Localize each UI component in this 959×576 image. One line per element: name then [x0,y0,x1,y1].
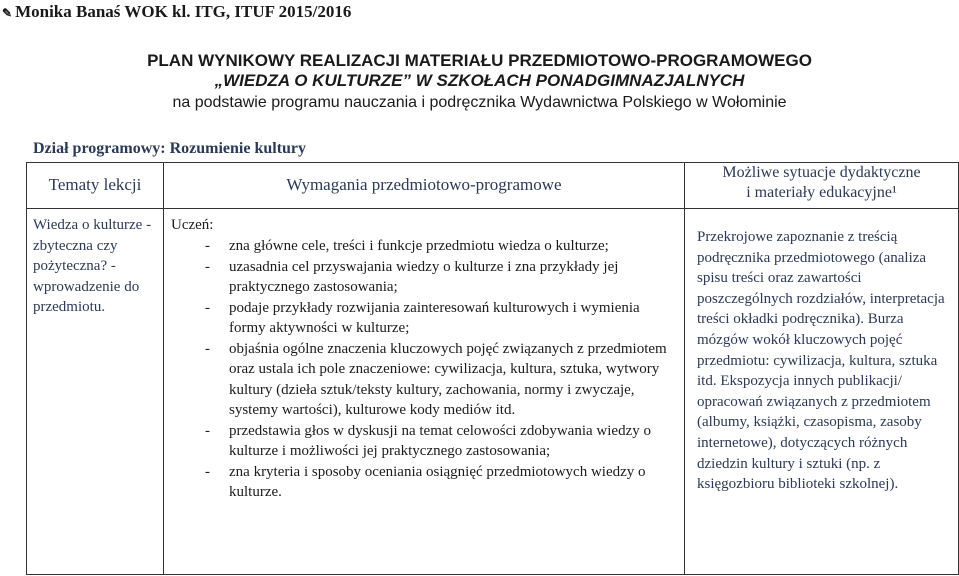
lesson-topic: Wiedza o kulturze - zbyteczna czy pożyteczna? - wprowadzenie do przedmiotu. [33,217,152,316]
requirement-item: - przedstawia głos w dyskusji na temat celowości zdobywania wiedzy o kulturze i możliwości jej praktycznego zastosowania; [205,421,675,462]
requirement-item: - podaje przykłady rozwijania zainteresowań kulturowych i wymienia formy aktywności w kulturze; [205,298,675,339]
plan-title-line1: PLAN WYNIKOWY REALIZACJI MATERIAŁU PRZEDMIOTOWO-PROGRAMOWEGO [147,51,812,70]
table-col-divider-1 [163,162,164,575]
section-title: Dział programowy: Rozumienie kultury [33,140,307,157]
table-border-top [26,162,959,163]
table-border-bottom [26,574,959,575]
requirements-list [205,236,675,503]
header-requirements: Wymagania przedmiotowo-programowe [286,175,562,194]
header-topics: Tematy lekcji [48,175,142,194]
header-situations-line2: i materiały edukacyjne¹ [746,184,897,201]
requirement-item: - zna kryteria i sposoby oceniania osiągnięć przedmiotowych wiedzy o kulturze. [205,462,675,503]
requirement-item: - zna główne cele, treści i funkcje przedmiotu wiedza o kulturze; [205,236,675,257]
pencil-icon: ✎ [2,6,13,20]
requirement-item: - objaśnia ogólne znaczenia kluczowych pojęć związanych z przedmiotem oraz ustala ich pole znaczeniowe: cywilizacja, kultura, sztuka, wytwory kultury (dzieła sztuk/teksty kultury, zachowania, normy i zwyczaje, systemy wartości), kulturowe kody mediów itd. [205,339,675,421]
didactic-situations: Przekrojowe zapoznanie z treścią podręcznika przedmiotowego (analiza spisu treści oraz zawartości poszczególnych rozdziałów, interpretacja treści okładki podręcznika). Burza mózgów wokół kluczowych pojęć przedmiotu: cywilizacja, kultura, sztuka itd. Ekspozycja innych publikacji/ opracowań związanych z przedmiotem (albumy, książki, czasopisma, zasoby internetowe), dotyczących różnych dziedzin kultury i sztuki (np. z księgozbioru biblioteki szkolnej). [697,229,945,493]
plan-subtitle: na podstawie programu nauczania i podręcznika Wydawnictwa Polskiego w Wołominie [172,94,787,111]
requirement-item: - uzasadnia cel przyswajania wiedzy o kulturze i zna przykłady jej praktycznego zastosowania; [205,257,675,298]
table-col-divider-2 [684,162,685,575]
plan-title-line2: „WIEDZA O KULTURZE” W SZKOŁACH PONADGIMNAZJALNYCH [214,71,745,90]
header-text: Monika Banaś WOK kl. ITG, ITUF 2015/2016 [15,2,352,21]
document-header [2,2,351,22]
student-label: Uczeń: [171,217,214,233]
table-header-divider [26,208,959,209]
table-border-left [26,162,27,575]
header-situations-line1: Możliwe sytuacje dydaktyczne [722,164,921,181]
